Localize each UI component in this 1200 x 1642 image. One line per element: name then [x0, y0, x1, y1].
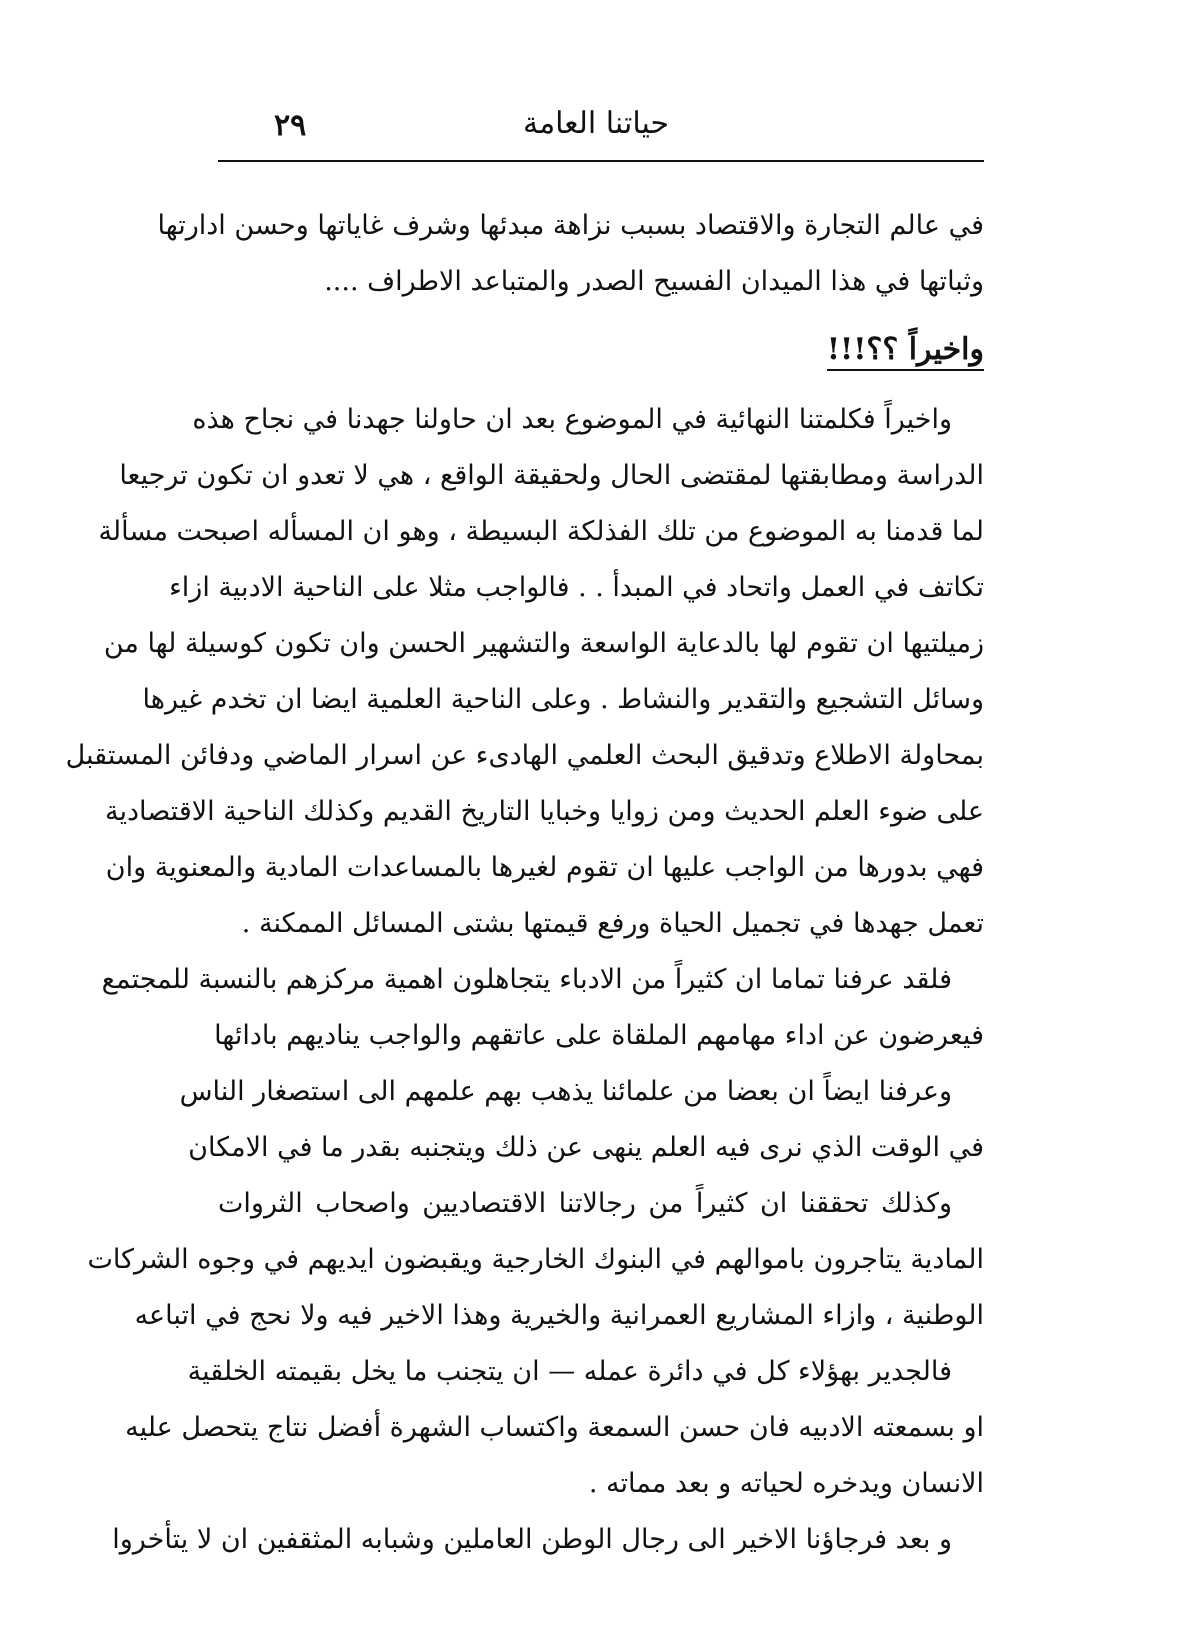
text-line: واخيراً فكلمتنا النهائية في الموضوع بعد ان حاولنا جهدنا في نجاح هذه: [192, 404, 952, 435]
text-line: الوطنية ، وازاء المشاريع العمرانية والخيرية وهذا الاخير فيه ولا نحج في اتباعه: [134, 1300, 984, 1331]
text-line: تعمل جهدها في تجميل الحياة ورفع قيمتها بشتى المسائل الممكنة .: [241, 908, 984, 939]
text-line: تكاتف في العمل واتحاد في المبدأ . . فالواجب مثلا على الناحية الادبية ازاء: [169, 572, 984, 603]
text-line: او بسمعته الادبيه فان حسن السمعة واكتساب الشهرة أفضل نتاج يتحصل عليه: [125, 1412, 984, 1443]
text-line: المادية يتاجرون باموالهم في البنوك الخارجية ويقبضون ايديهم في وجوه الشركات: [87, 1244, 984, 1275]
text-line: الدراسة ومطابقتها لمقتضى الحال ولحقيقة الواقع ، هي لا تعدو ان تكون ترجيعا: [119, 460, 984, 491]
text-line: على ضوء العلم الحديث ومن زوايا وخبايا التاريخ القديم وكذلك الناحية الاقتصادية: [105, 796, 984, 827]
text-line: وعرفنا ايضاً ان بعضا من علمائنا يذهب بهم علمهم الى استصغار الناس: [179, 1076, 952, 1107]
page-header: [218, 100, 984, 152]
text-line: في عالم التجارة والاقتصاد بسبب نزاهة مبدئها وشرف غاياتها وحسن ادارتها: [157, 210, 984, 241]
text-line: فالجدير بهؤلاء كل في دائرة عمله — ان يتجنب ما يخل بقيمته الخلقية: [187, 1356, 952, 1387]
body-text: [65, 198, 984, 1568]
page-number: ٢٩: [274, 108, 307, 143]
text-line: فلقد عرفنا تماما ان كثيراً من الادباء يتجاهلون اهمية مركزهم بالنسبة للمجتمع: [101, 964, 952, 995]
text-line: لما قدمنا به الموضوع من تلك الفذلكة البسيطة ، وهو ان المسأله اصبحت مسألة: [98, 516, 984, 547]
text-line: فيعرضون عن اداء مهامهم الملقاة على عاتقهم والواجب يناديهم بادائها: [214, 1020, 984, 1051]
text-line: زميلتيها ان تقوم لها بالدعاية الواسعة والتشهير الحسن وان تكون كوسيلة لها من: [103, 628, 984, 659]
section-heading-text: واخيراً ؟؟!!!: [827, 332, 984, 371]
running-title: حياتنا العامة: [523, 106, 670, 141]
text-line: في الوقت الذي نرى فيه العلم ينهى عن ذلك ويتجنبه بقدر ما في الامكان: [188, 1132, 984, 1163]
header-rule: [218, 160, 984, 162]
text-line: وسائل التشجيع والتقدير والنشاط . وعلى الناحية العلمية ايضا ان تخدم غيرها: [142, 684, 984, 715]
text-line: فهي بدورها من الواجب عليها ان تقوم لغيرها بالمساعدات المادية والمعنوية وان: [105, 852, 984, 883]
text-line: وكذلك تحققنا ان كثيراً من رجالاتنا الاقتصاديين واصحاب الثروات: [218, 1188, 952, 1219]
text-line: بمحاولة الاطلاع وتدقيق البحث العلمي الهادىء عن اسرار الماضي ودفائن المستقبل: [65, 740, 984, 771]
text-line: و بعد فرجاؤنا الاخير الى رجال الوطن العاملين وشبابه المثقفين ان لا يتأخروا: [112, 1524, 952, 1555]
text-line: وثباتها في هذا الميدان الفسيح الصدر والمتباعد الاطراف ....: [324, 266, 984, 297]
section-heading: [218, 322, 984, 382]
text-line: الانسان ويدخره لحياته و بعد مماته .: [588, 1468, 984, 1499]
